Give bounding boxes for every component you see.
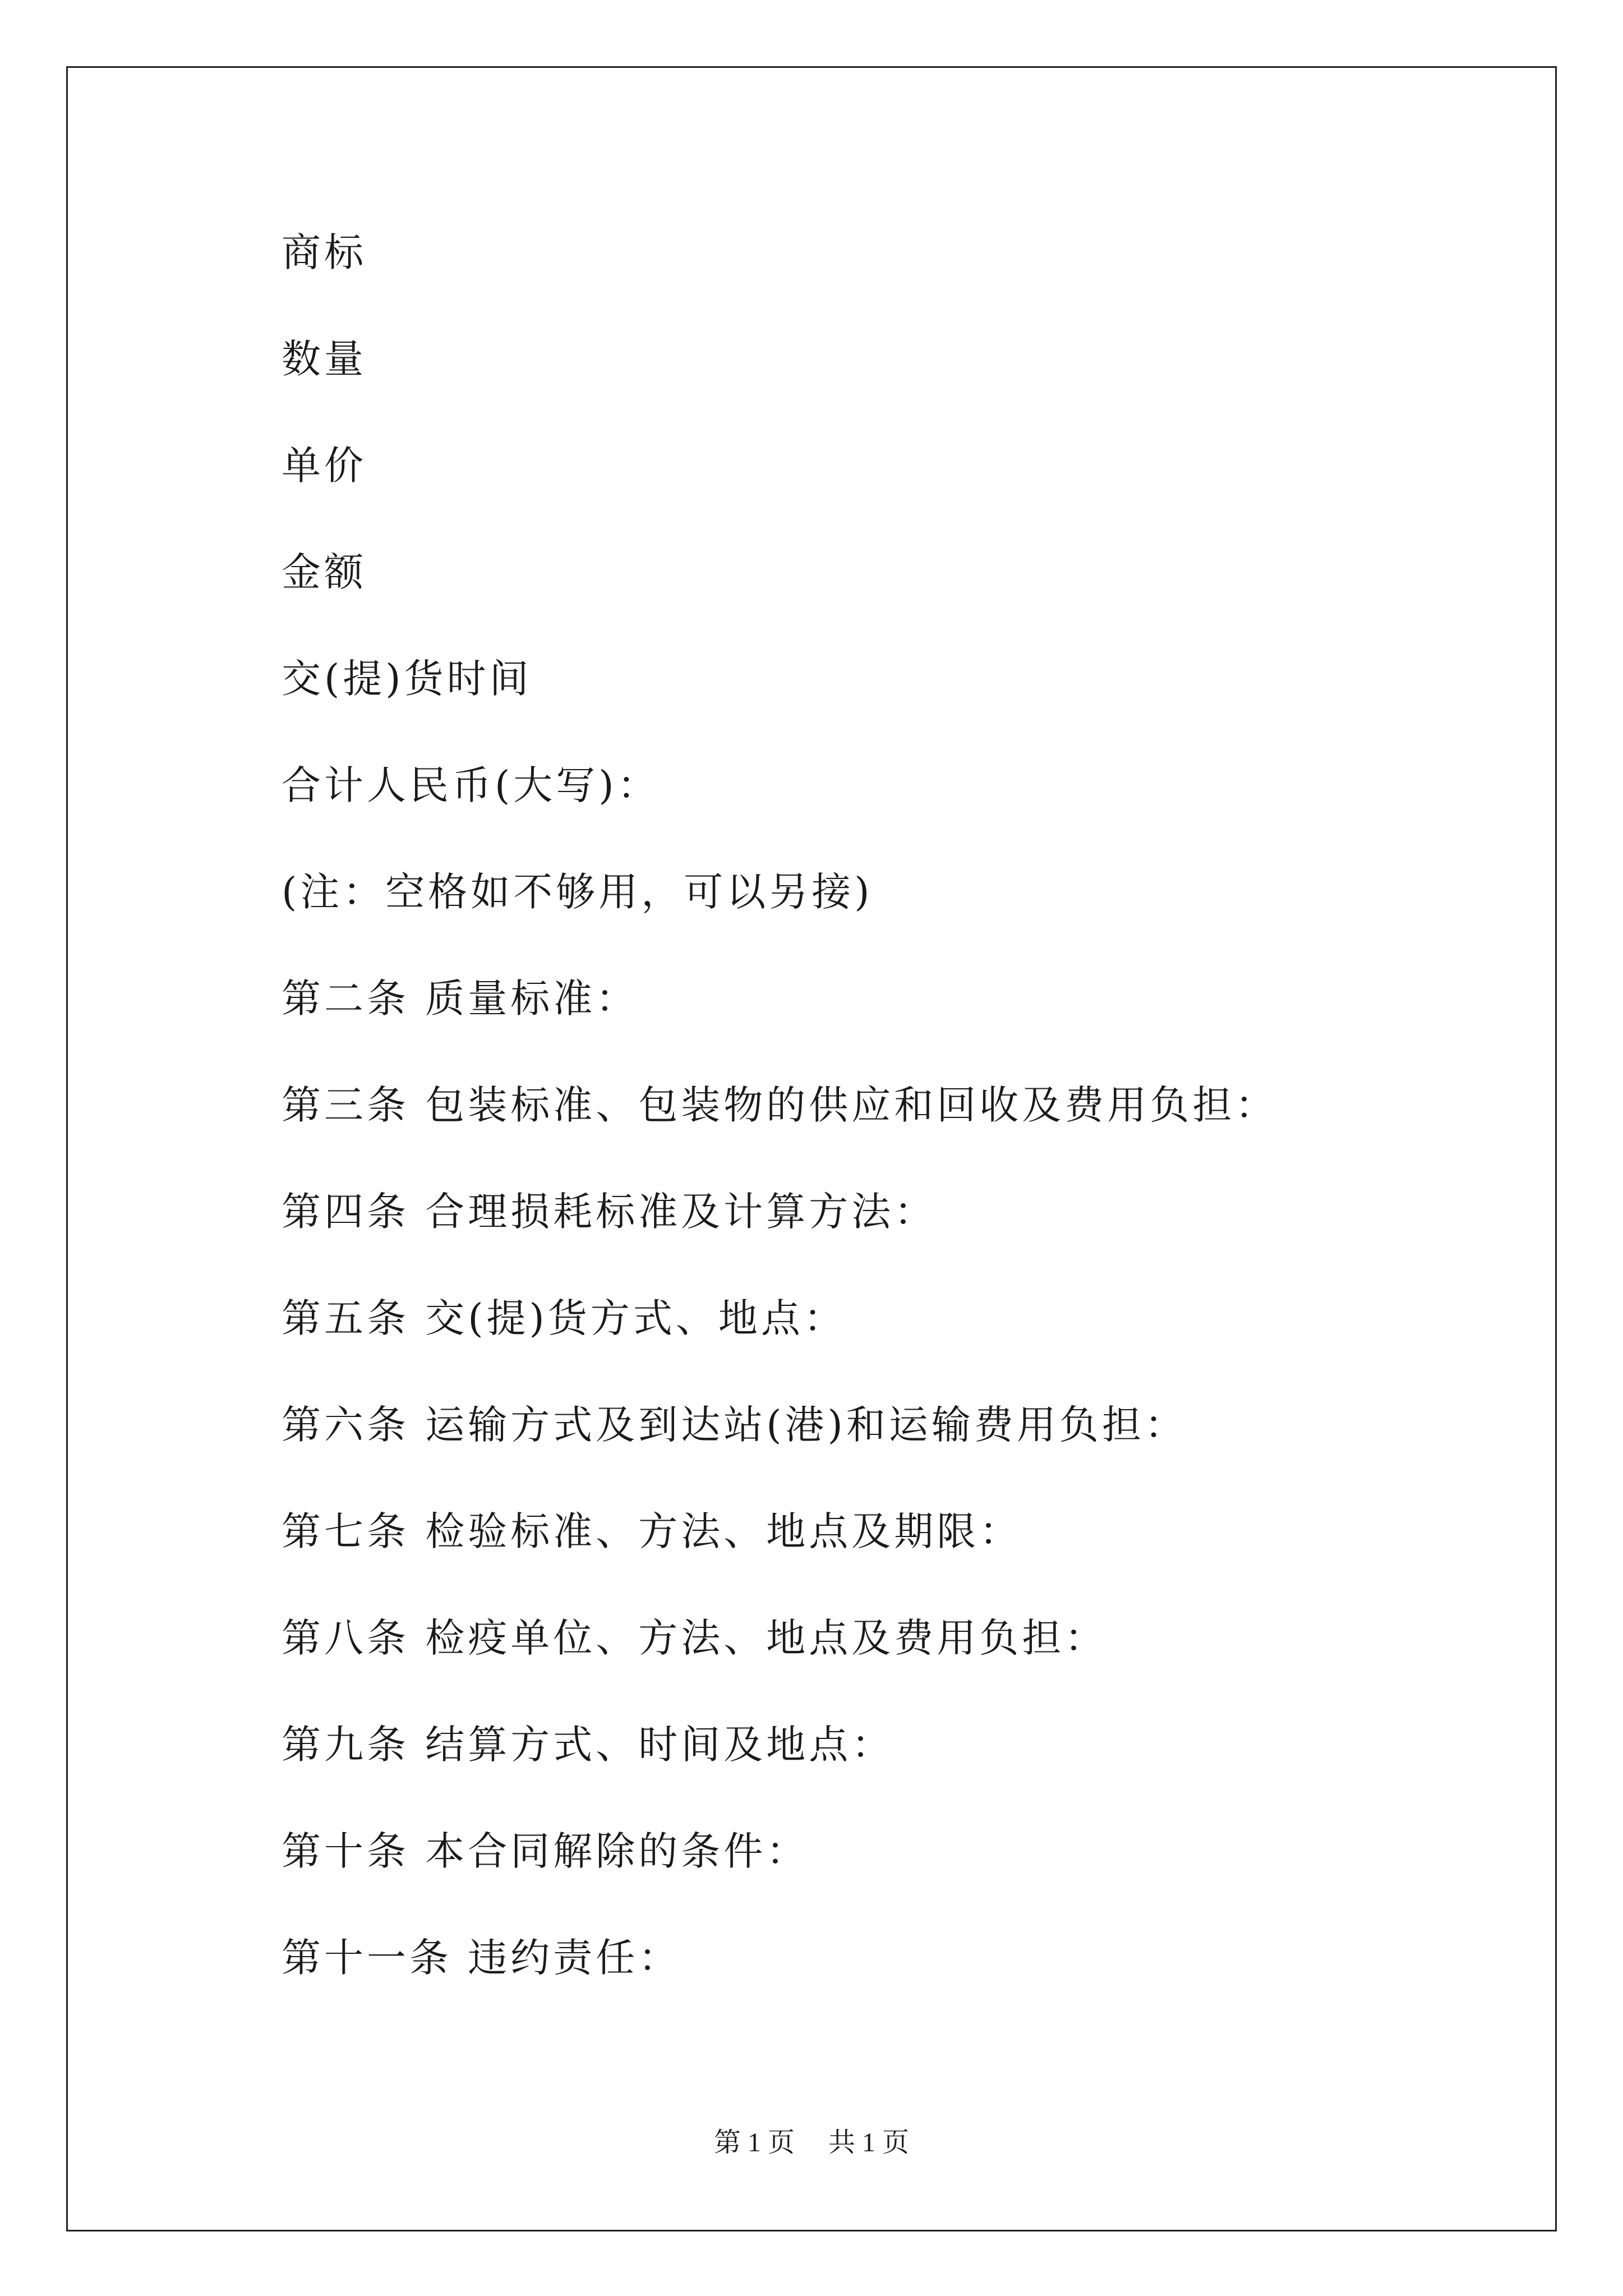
page-footer	[0, 2120, 1623, 2159]
line-unit-price: 单价	[282, 443, 367, 489]
line-trademark: 商标	[282, 229, 367, 275]
clause-5: 第五条 交(提)货方式、地点：	[282, 1295, 846, 1341]
clause-9: 第九条 结算方式、时间及地点：	[282, 1722, 895, 1768]
clause-2: 第二条 质量标准：	[282, 976, 639, 1022]
line-quantity: 数量	[282, 336, 367, 382]
line-note: (注：空格如不够用，可以另接)	[282, 869, 873, 915]
clause-6: 第六条 运输方式及到达站(港)和运输费用负担：	[282, 1402, 1187, 1448]
page-total: 共 1 页	[828, 2128, 910, 2157]
page-number: 第 1 页	[713, 2128, 795, 2157]
clause-11: 第十一条 违约责任：	[282, 1935, 681, 1981]
clause-3: 第三条 包装标准、包装物的供应和回收及费用负担：	[282, 1082, 1278, 1128]
document-body	[282, 222, 1515, 2033]
clause-10: 第十条 本合同解除的条件：	[282, 1828, 809, 1874]
clause-7: 第七条 检验标准、方法、地点及期限：	[282, 1508, 1022, 1554]
clause-4: 第四条 合理损耗标准及计算方法：	[282, 1189, 937, 1235]
clause-8: 第八条 检疫单位、方法、地点及费用负担：	[282, 1615, 1108, 1661]
line-total-rmb: 合计人民币(大写)：	[282, 762, 660, 808]
line-amount: 金额	[282, 549, 367, 595]
line-delivery-time: 交(提)货时间	[282, 656, 532, 702]
